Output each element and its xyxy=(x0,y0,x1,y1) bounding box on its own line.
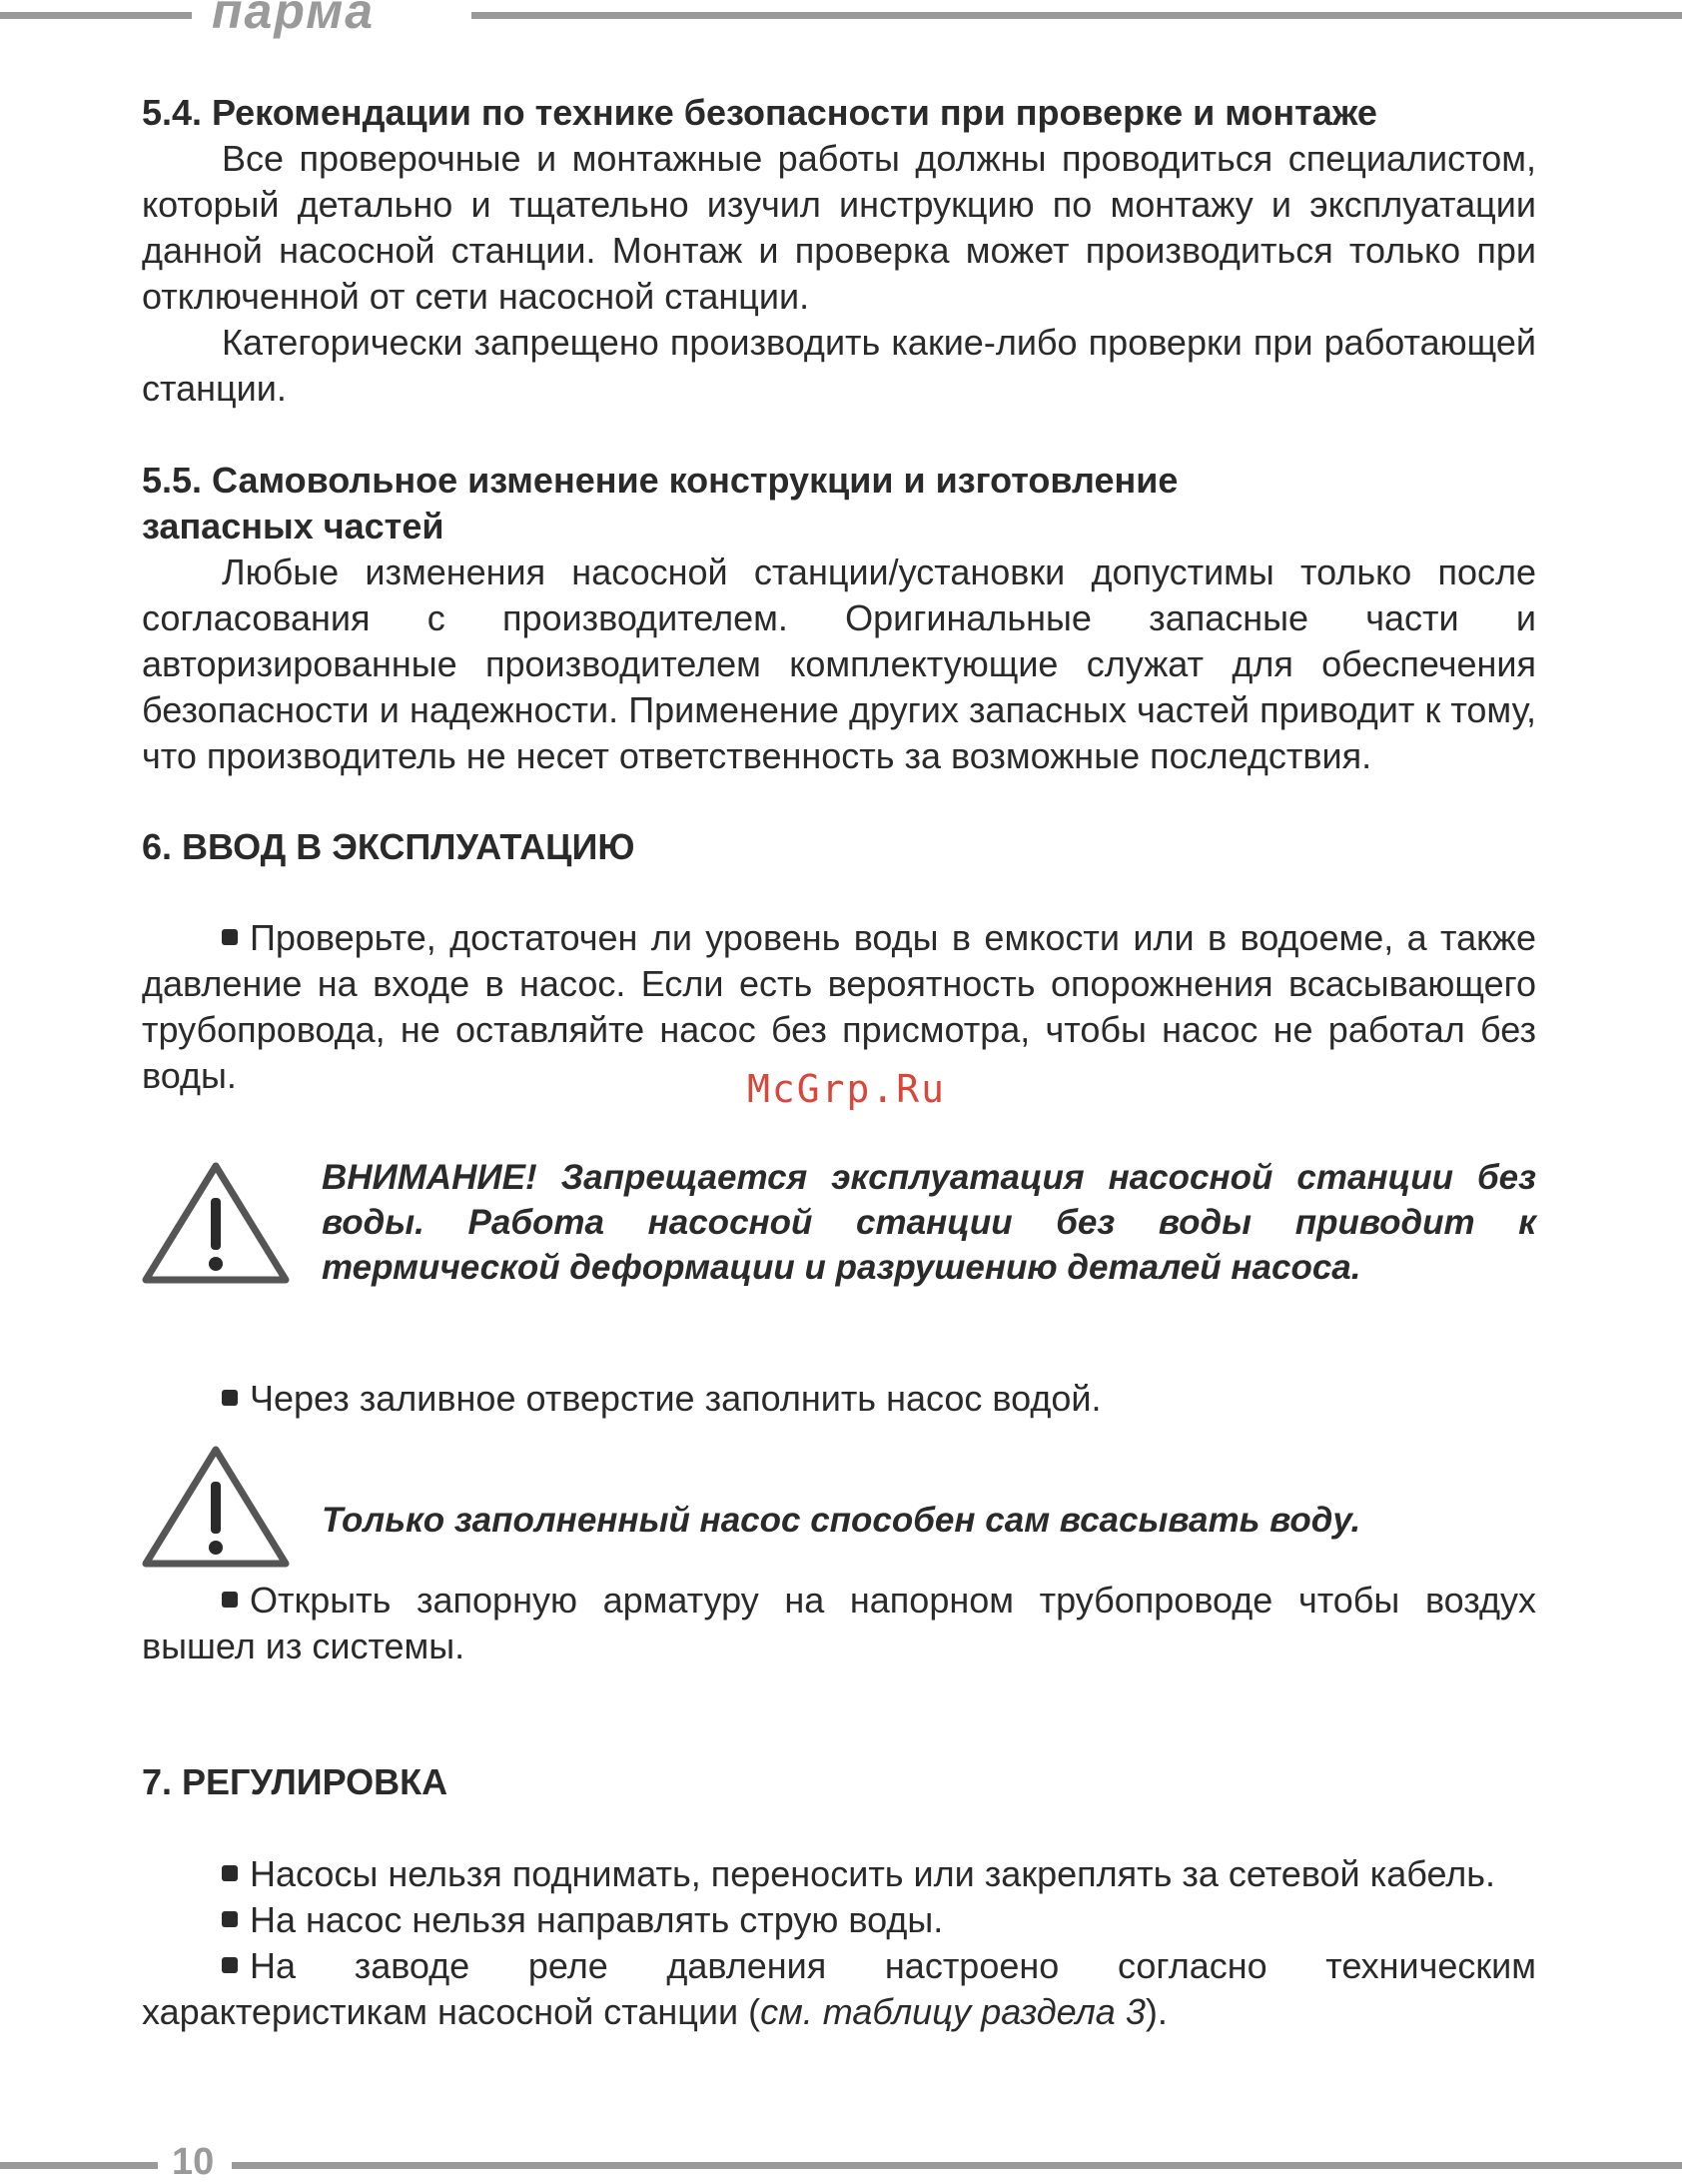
list-item-text: На насос нельзя направлять струю воды. xyxy=(250,1899,944,1940)
warning-triangle-icon xyxy=(142,1444,322,1570)
header-rule-right xyxy=(471,12,1682,19)
list-item xyxy=(142,1897,1536,1943)
page-content xyxy=(142,90,1536,2035)
list-item-text: Через заливное отверстие заполнить насос водой. xyxy=(250,1378,1102,1419)
list-item-text: Открыть запорную арматуру на напорном трубопроводе чтобы воздух вышел из системы. xyxy=(142,1580,1536,1666)
section-5-4-paragraph-2: Категорически запрещено производить какие-либо проверки при работающей станции. xyxy=(142,322,1536,409)
list-item-text: Насосы нельзя поднимать, переносить или закреплять за сетевой кабель. xyxy=(250,1853,1496,1894)
header-rule-left xyxy=(0,12,192,19)
list-item xyxy=(142,1578,1536,1669)
brand-logo: парма xyxy=(212,0,376,39)
page-number: 10 xyxy=(172,2141,215,2183)
table-reference: см. таблицу раздела 3 xyxy=(760,1991,1146,2032)
list-item xyxy=(142,1943,1536,2035)
bullet-square-icon xyxy=(222,929,238,945)
section-5-5-title-line-1: 5.5. Самовольное изменение конструкции и изготовление xyxy=(142,460,1179,501)
list-item-text: На заводе реле давления настроено согласно техническим характеристикам насосной станции ( xyxy=(142,1945,1536,2032)
warning-block-1 xyxy=(142,1155,1536,1290)
section-5-5-title xyxy=(142,458,1536,549)
section-5-5-title-line-2: запасных частей xyxy=(142,506,444,546)
list-item-text-end: ). xyxy=(1145,1991,1168,2032)
bullet-square-icon xyxy=(222,1592,238,1608)
section-5-4-title: 5.4. Рекомендации по технике безопасности при проверке и монтаже xyxy=(142,92,1377,133)
warning-text-1: ВНИМАНИЕ! Запрещается эксплуатация насосной станции без воды. Работа насосной станции без воды приводит к термической деформации и разрушению деталей насоса. xyxy=(322,1158,1536,1287)
section-5-5-paragraph-1: Любые изменения насосной станции/установки допустимы только после согласования с производителем. Оригинальные запасные части и авторизированные производителем комплектующие служат для обеспечения безопасности и надежности. Применение других запасных частей приводит к тому, что производитель не несет ответственность за возможные последствия. xyxy=(142,551,1536,776)
section-7-title: 7. РЕГУЛИРОВКА xyxy=(142,1761,448,1802)
list-item xyxy=(142,1851,1536,1897)
warning-block-2 xyxy=(142,1444,1536,1570)
section-6-title: 6. ВВОД В ЭКСПЛУАТАЦИЮ xyxy=(142,826,635,867)
footer-rule-right xyxy=(232,2162,1682,2169)
warning-triangle-icon xyxy=(142,1160,322,1286)
section-5-4-paragraph-1: Все проверочные и монтажные работы должны проводиться специалистом, который детально и тщательно изучил инструкцию по монтажу и эксплуатации данной насосной станции. Монтаж и проверка может производиться только при отключенной от сети насосной станции. xyxy=(142,138,1536,317)
bullet-square-icon xyxy=(222,1390,238,1406)
footer-rule-left xyxy=(0,2162,158,2169)
bullet-square-icon xyxy=(222,1911,238,1927)
warning-text-2: Только заполненный насос способен сам всасывать воду. xyxy=(322,1500,1361,1540)
list-item-text: Проверьте, достаточен ли уровень воды в емкости или в водоеме, а также давление на входе в насос. Если есть вероятность опорожнения всасывающего трубопровода, не оставляйте насос без присмотра, чтобы насос не работал без воды. xyxy=(142,917,1536,1096)
bullet-square-icon xyxy=(222,1865,238,1881)
watermark: McGrp.Ru xyxy=(747,1067,947,1111)
bullet-square-icon xyxy=(222,1957,238,1973)
list-item xyxy=(142,915,1536,1099)
list-item xyxy=(142,1376,1536,1422)
